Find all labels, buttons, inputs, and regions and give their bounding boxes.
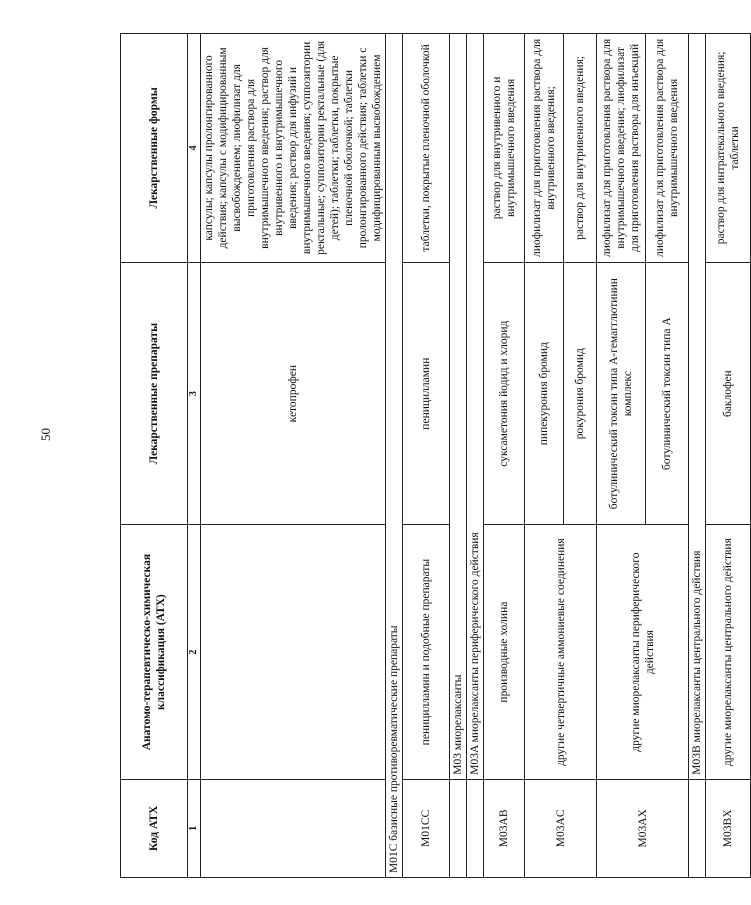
code-cell: M03BX (706, 779, 751, 877)
code-cell: M03AX (597, 779, 689, 877)
column-number: 3 (188, 262, 201, 525)
classification-cell: другие миорелаксанты периферического действия (597, 525, 689, 779)
forms-cell: капсулы; капсулы пролонгированного действия; капсулы с модифицированным высвобождением; лиофилизат для приготовления раствора для внутримышечного введения; раствор для внутривенного и внутримышечного введения; раствор для инфузий и внутримышечного введения; суппозитории ректальные; суппозитории ректальные (для детей); таблетки; таблетки, покрытые пленочной оболочкой; таблетки пролонгированного действия; таблетки с модифицированным высвобождением (201, 34, 386, 263)
page-number: 50 (38, 428, 53, 441)
code-cell: M03AC (525, 779, 597, 877)
code-cell: M03AB (484, 779, 525, 877)
header-row (121, 34, 188, 878)
code-cell (201, 779, 386, 877)
forms-cell: лиофилизат для приготовления раствора для внутривенного введения; (525, 34, 564, 263)
drug-cell: суксаметония йодид и хлорид (484, 262, 525, 525)
header-drugs: Лекарственные препараты (121, 262, 188, 525)
section-title: M03B миорелаксанты центрального действия (689, 34, 706, 780)
section-row (689, 34, 706, 878)
table-row (525, 34, 564, 878)
column-number-row (188, 34, 201, 878)
classification-cell: другие миорелаксанты центрального действия (706, 525, 751, 779)
forms-cell: таблетки, покрытые пленочной оболочкой (403, 34, 450, 263)
drug-cell: ботулинический токсин типа А-гемагглютинин комплекс (597, 262, 646, 525)
classification-cell: пеницилламин и подобные препараты (403, 525, 450, 779)
column-number: 1 (188, 779, 201, 877)
drug-cell: пипекурония бромид (525, 262, 564, 525)
section-row (467, 34, 484, 878)
forms-cell: раствор для внутривенного введения; (564, 34, 597, 263)
table-row (706, 34, 751, 878)
header-classification: Анатомо-терапевтическо-химическая классификация (АТХ) (121, 525, 188, 779)
code-cell: M01CC (403, 779, 450, 877)
column-number: 4 (188, 34, 201, 263)
section-row (450, 34, 467, 878)
forms-cell: лиофилизат для приготовления раствора для внутримышечного введения; лиофилизат для приготовления раствора для инъекций (597, 34, 646, 263)
forms-cell: раствор для интратекального введения; таблетки (706, 34, 751, 263)
classification-cell (201, 525, 386, 779)
section-title: M01C базисные противоревматические препараты (386, 34, 403, 878)
drug-cell: пеницилламин (403, 262, 450, 525)
header-forms: Лекарственные формы (121, 34, 188, 263)
forms-cell: лиофилизат для приготовления раствора для внутримышечного введения (646, 34, 689, 263)
classification-cell: другие четвертичные аммониевые соединения (525, 525, 597, 779)
drug-cell: кетопрофен (201, 262, 386, 525)
drug-table (120, 33, 751, 878)
table-row (597, 34, 646, 878)
rotated-table-container (120, 33, 742, 878)
forms-cell: раствор для внутривенного и внутримышечного введения (484, 34, 525, 263)
column-number: 2 (188, 525, 201, 779)
drug-cell: рокурония бромид (564, 262, 597, 525)
section-title: M03A миорелаксанты периферического действия (467, 34, 484, 780)
header-code: Код АТХ (121, 779, 188, 877)
table-row (403, 34, 450, 878)
table-row (484, 34, 525, 878)
drug-cell: баклофен (706, 262, 751, 525)
classification-cell: производные холина (484, 525, 525, 779)
drug-cell: ботулинический токсин типа А (646, 262, 689, 525)
section-title: M03 миорелаксанты (450, 34, 467, 780)
table-row (201, 34, 386, 878)
section-row (386, 34, 403, 878)
